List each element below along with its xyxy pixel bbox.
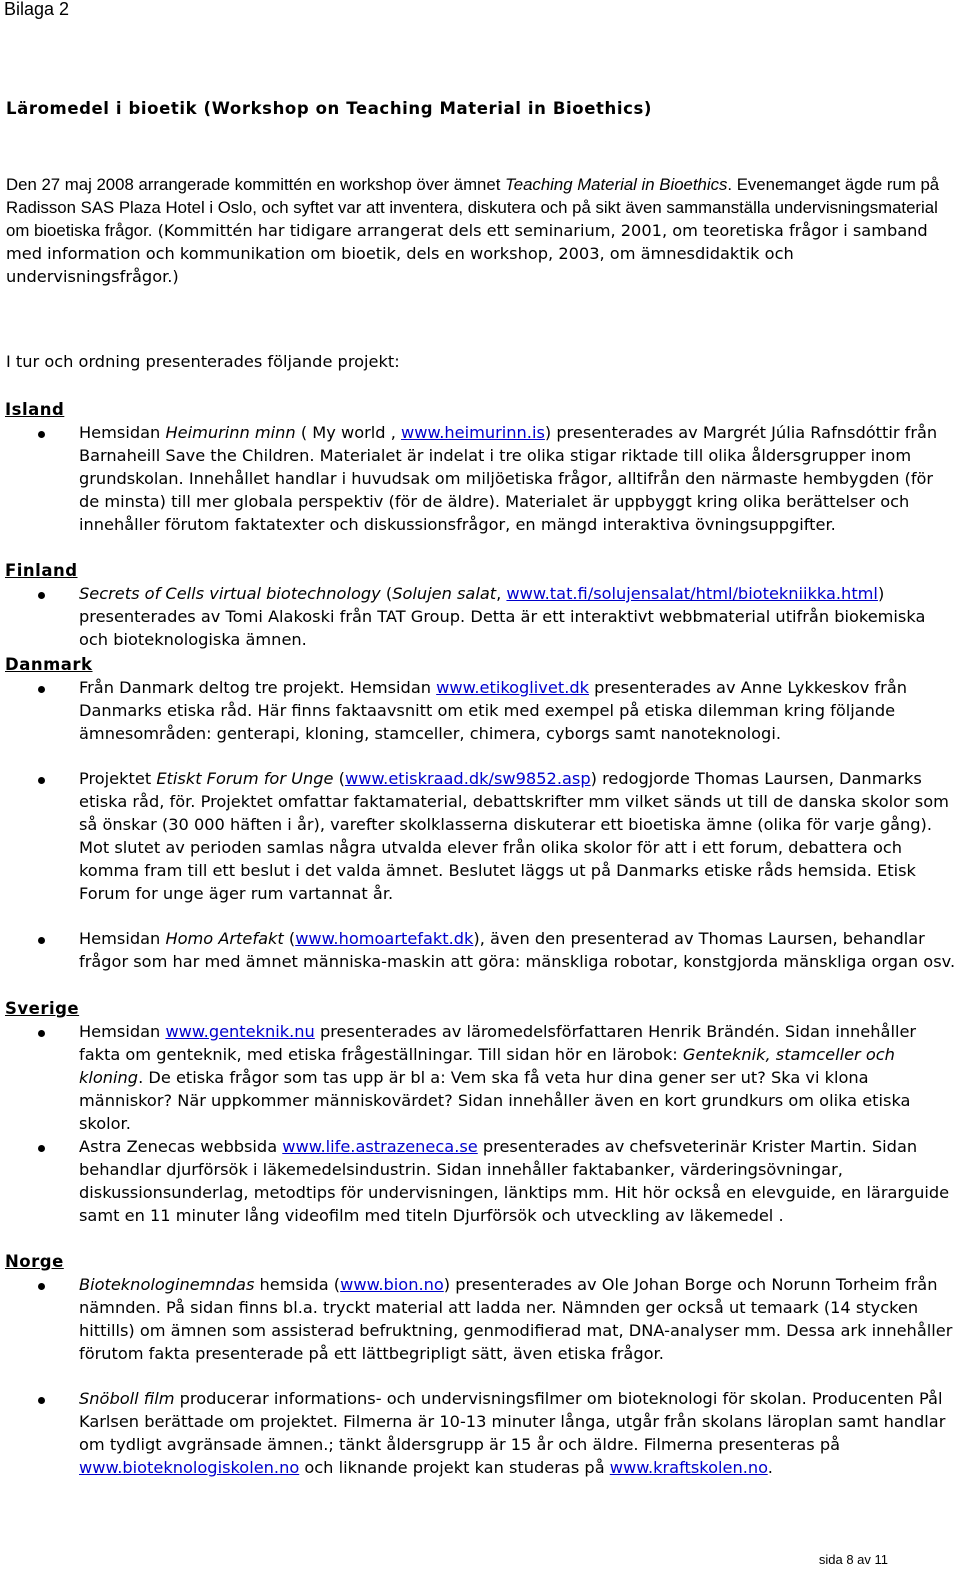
list-item: Secrets of Cells virtual biotechnology (Solujen salat, www.tat.fi/solujensalat/html/biotekniikka.html) presenterades av Tomi Alakoski från TAT Group. Detta är ett interaktivt webbmaterial utifrån biokemiska och bioteknologiska ämnen.	[0, 582, 960, 651]
link-heimurinn[interactable]: www.heimurinn.is	[401, 423, 545, 442]
bullet-icon	[38, 937, 45, 944]
list-item: Hemsidan Homo Artefakt (www.homoartefakt.dk), även den presenterad av Thomas Laursen, behandlar frågor som har med ämnet människa-maskin att göra: mänskliga robotar, konstgjorda mänskliga organ osv.	[0, 927, 960, 973]
bullet-icon	[38, 686, 45, 693]
list-item: Snöboll film producerar informations- och undervisningsfilmer om bioteknologi för skolan. Producenten Pål Karlsen berättade om projektet. Filmerna är 10-13 minuter långa, utgår från skolans läroplan samt handlar om tydligt avgränsade ämnen.; tänkt åldersgrupp är 15 år och äldre. Filmerna presenteras på www.bioteknologiskolen.no och liknande projekt kan studeras på www.kraftskolen.no.	[0, 1387, 960, 1479]
link-kraftskolen[interactable]: www.kraftskolen.no	[609, 1458, 768, 1477]
page-number: sida 8 av 11	[818, 1552, 888, 1567]
bullet-icon	[38, 1030, 45, 1037]
section-heading-sverige: Sverige	[5, 999, 80, 1018]
list-item: Projektet Etiskt Forum for Unge (www.etiskraad.dk/sw9852.asp) redogjorde Thomas Laursen, Danmarks etiska råd, för. Projektet omfattar faktamaterial, debattskrifter mm vilket sänds ut till de danska skolor som så önskar (30 000 häften i år), varefter skolklasserna diskuterar ett bioetiska ämne (olika för varje gång). Mot slutet av perioden samlas några utvalda elever från olika skolor för att i ett forum, debattera och komma fram till ett beslut i det valda ämnet. Beslutet läggs ut på Danmarks etiske råds hemsida. Etisk Forum for unge äger rum vartannat år.	[0, 767, 960, 905]
list-item: Hemsidan Heimurinn minn ( My world , www.heimurinn.is) presenterades av Margrét Júlia Rafnsdóttir från Barnaheill Save the Children. Materialet är indelat i tre olika stigar riktade till olika åldersgrupper inom grundskolan. Innehållet handlar i huvudsak om miljöetiska frågor, alltifrån den närmaste hembygden (för de minsta) till mer globala perspektiv (för de äldre). Materialet är uppbyggt kring olika berättelser och innehåller förutom faktatexter och diskussionsfrågor, en mängd interaktiva övningsuppgifter.	[0, 421, 960, 536]
list-item: Bioteknologinemndas hemsida (www.bion.no) presenterades av Ole Johan Borge och Norunn Torheim från nämnden. På sidan finns bl.a. tryckt material att ladda ner. Nämnden ger också ut temaark (14 stycken hittills) om ämnen som assisterad befruktning, genmodifierad mat, DNA-analyser mm. Dessa ark innehåller förutom fakta presenterade på ett lättbegripligt sätt, även etiska frågor.	[0, 1273, 960, 1365]
intro-lead: I tur och ordning presenterades följande projekt:	[6, 352, 400, 371]
bullet-icon	[38, 777, 45, 784]
bullet-icon	[38, 1145, 45, 1152]
link-bion[interactable]: www.bion.no	[340, 1275, 444, 1294]
link-bioteknologiskolen[interactable]: www.bioteknologiskolen.no	[79, 1458, 300, 1477]
link-etikoglivet[interactable]: www.etikoglivet.dk	[436, 678, 589, 697]
link-homoartefakt[interactable]: www.homoartefakt.dk	[295, 929, 474, 948]
link-tat[interactable]: www.tat.fi/solujensalat/html/biotekniikka.html	[506, 584, 878, 603]
link-genteknik[interactable]: www.genteknik.nu	[165, 1022, 315, 1041]
section-heading-island: Island	[5, 400, 65, 419]
bullet-icon	[38, 592, 45, 599]
intro-paragraph: Den 27 maj 2008 arrangerade kommittén en workshop över ämnet Teaching Material in Bioethics. Evenemanget ägde rum på Radisson SAS Plaza Hotel i Oslo, och syftet var att inventera, diskutera och på sikt även sammanställa undervisningsmaterial om bioetiska frågor. (Kommittén har tidigare arrangerat dels ett seminarium, 2001, om teoretiska frågor i samband med information och kommunikation om bioetik, dels en workshop, 2003, om ämnesdidaktik och undervisningsfrågor.)	[6, 175, 940, 286]
list-item: Astra Zenecas webbsida www.life.astrazeneca.se presenterades av chefsveterinär Krister Martin. Sidan behandlar djurförsök i läkemedelsindustrin. Sidan innehåller faktabanker, värderingsövningar, diskussionsunderlag, metodtips för undervisningen, länktips mm. Hit hör också en elevguide, en lärarguide samt en 11 minuter lång videofilm med titeln Djurförsök och utveckling av läkemedel .	[0, 1135, 960, 1227]
bullet-icon	[38, 431, 45, 438]
appendix-label: Bilaga 2	[4, 0, 70, 19]
document-title: Läromedel i bioetik (Workshop on Teaching Material in Bioethics)	[6, 99, 653, 118]
list-item: Hemsidan www.genteknik.nu presenterades av läromedelsförfattaren Henrik Brändén. Sidan innehåller fakta om genteknik, med etiska frågeställningar. Till sidan hör en lärobok: Genteknik, stamceller och kloning. De etiska frågor som tas upp är bl a: Vem ska få veta hur dina gener ser ut? Ska vi klona människor? När uppkommer människovärdet? Sidan innehåller även en kort grundkurs om olika etiska skolor.	[0, 1020, 960, 1135]
section-heading-danmark: Danmark	[5, 655, 93, 674]
section-heading-norge: Norge	[5, 1252, 64, 1271]
link-astrazeneca[interactable]: www.life.astrazeneca.se	[282, 1137, 478, 1156]
list-item: Från Danmark deltog tre projekt. Hemsidan www.etikoglivet.dk presenterades av Anne Lykkeskov från Danmarks etiska råd. Här finns faktaavsnitt om etik med exempel på etiska dilemman kring följande ämnesområden: genterapi, kloning, stamceller, chimera, cyborgs samt nanoteknologi.	[0, 676, 960, 745]
bullet-icon	[38, 1283, 45, 1290]
link-etiskraad[interactable]: www.etiskraad.dk/sw9852.asp	[344, 769, 591, 788]
bullet-icon	[38, 1397, 45, 1404]
section-heading-finland: Finland	[5, 561, 78, 580]
